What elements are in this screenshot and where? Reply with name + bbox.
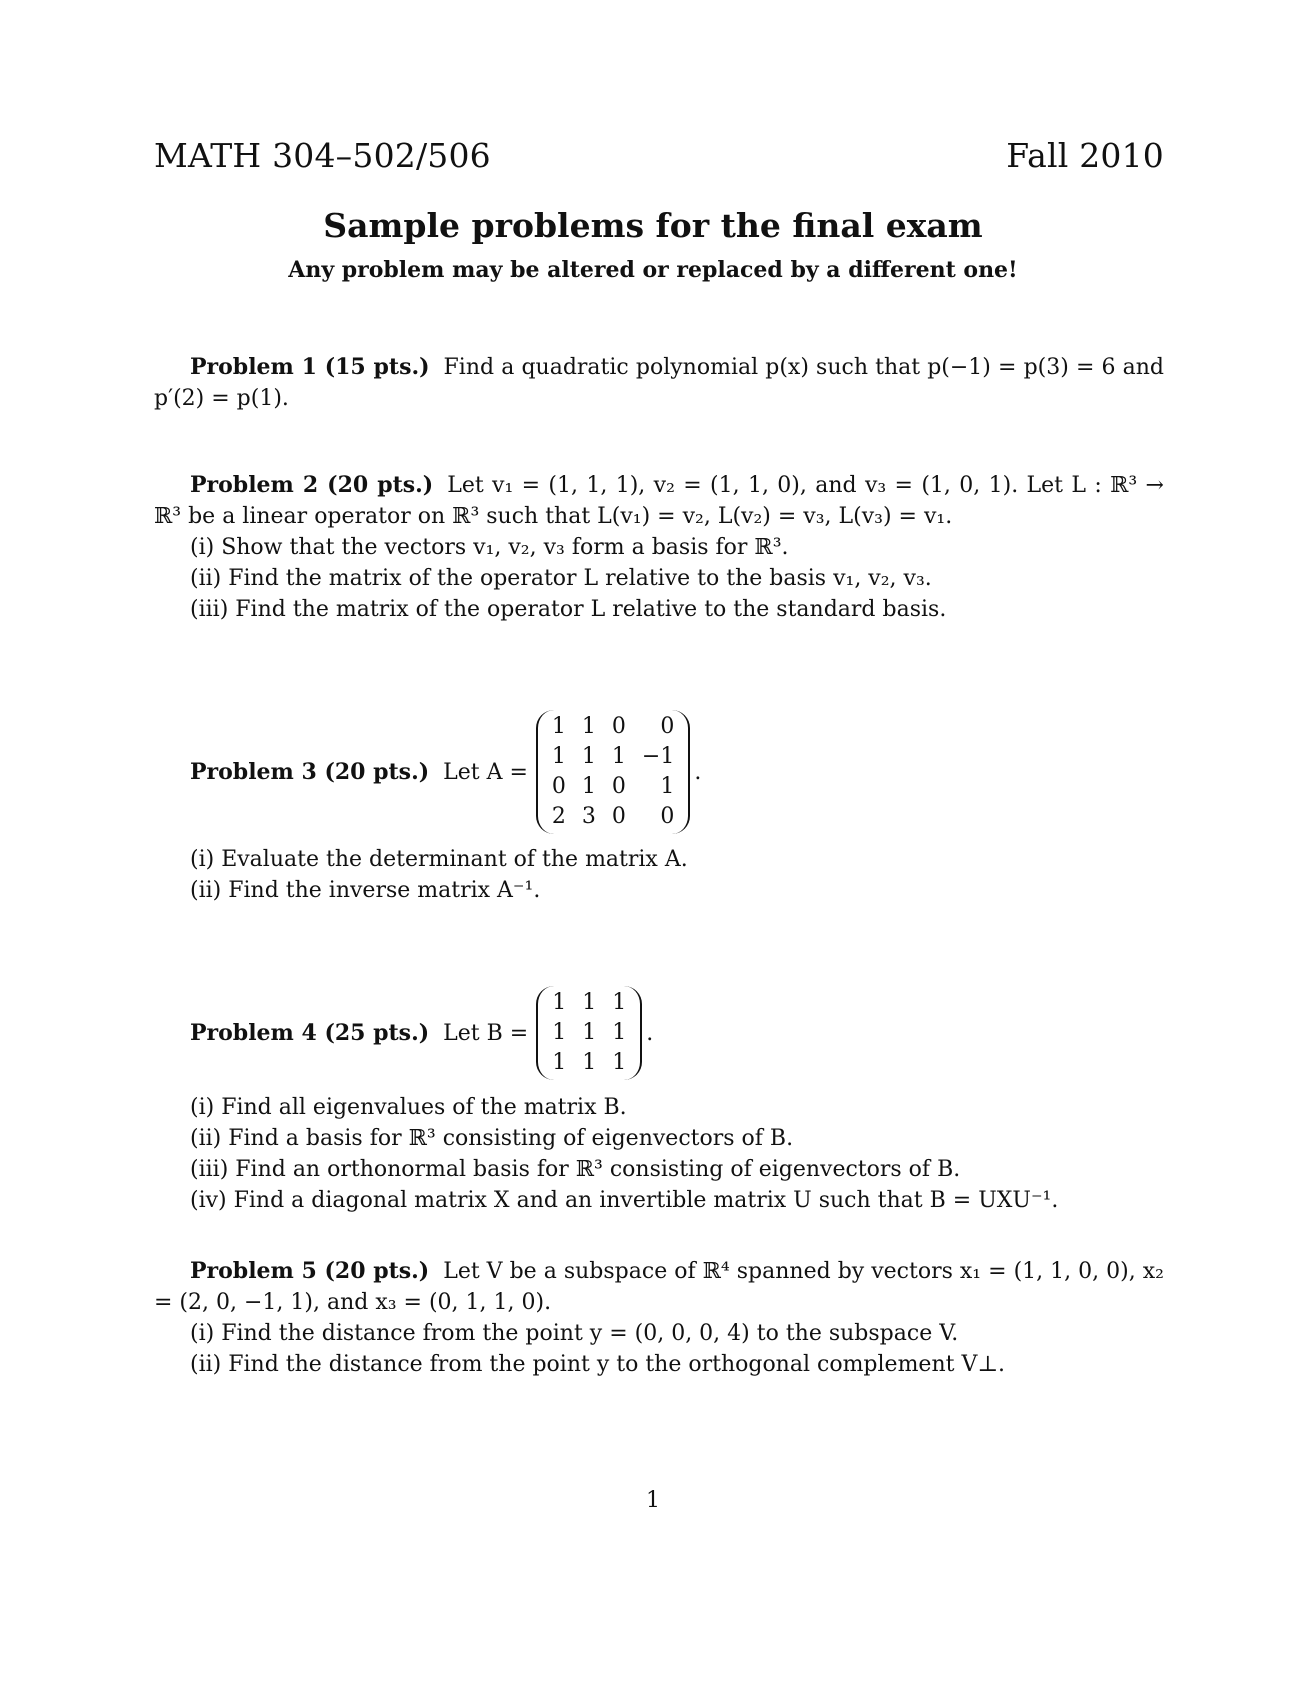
- problem-3-lead: Let A =: [443, 759, 528, 785]
- matrix-cell: 0: [611, 714, 626, 739]
- term: Fall 2010: [1006, 136, 1164, 175]
- matrix-cell: 1: [552, 1050, 567, 1075]
- problem-3-title: Problem 3 (20 pts.): [190, 758, 430, 785]
- matrix-cell: 1: [551, 744, 566, 769]
- problem-4: [154, 986, 1164, 1216]
- matrix-cell: 1: [612, 1050, 627, 1075]
- matrix-cell: 1: [582, 1050, 597, 1075]
- problem-1: [154, 352, 1164, 414]
- matrix-cell: 1: [612, 990, 627, 1015]
- matrix-b: [536, 986, 642, 1080]
- problem-5-text: Let V be a subspace of ℝ⁴ spanned by vectors x₁ = (1, 1, 0, 0), x₂ = (2, 0, −1, 1), and x₃ = (0, 1, 1, 0).: [154, 1259, 1164, 1315]
- problem-4-lead: Let B =: [443, 1020, 529, 1046]
- problem-3-trail: .: [694, 759, 702, 785]
- course-code: MATH 304–502/506: [154, 136, 491, 175]
- matrix-cell: 1: [552, 990, 567, 1015]
- problem-2-item-2: (ii) Find the matrix of the operator L relative to the basis v₁, v₂, v₃.: [190, 566, 932, 591]
- problem-2: [154, 470, 1164, 625]
- problem-5-title: Problem 5 (20 pts.): [190, 1258, 430, 1284]
- matrix-cell: 1: [552, 1020, 567, 1045]
- matrix-cell: 0: [551, 774, 566, 799]
- problem-1-text: Find a quadratic polynomial p(x) such that p(−1) = p(3) = 6 and p′(2) = p(1).: [154, 355, 1165, 411]
- matrix-cell: 2: [551, 804, 566, 829]
- problem-4-title: Problem 4 (25 pts.): [190, 1019, 430, 1046]
- matrix-cell: −1: [641, 744, 675, 769]
- matrix-cell: 1: [660, 774, 675, 799]
- matrix-cell: 1: [581, 714, 596, 739]
- problem-1-title: Problem 1 (15 pts.): [190, 354, 430, 380]
- problem-3-item-2: (ii) Find the inverse matrix A⁻¹.: [190, 878, 541, 903]
- problem-2-text: Let v₁ = (1, 1, 1), v₂ = (1, 1, 0), and v₃ = (1, 0, 1). Let L : ℝ³ → ℝ³ be a linear operator on ℝ³ such that L(v₁) = v₂, L(v₂) = v₃, L(v₃) = v₁.: [154, 473, 1164, 529]
- problem-2-title: Problem 2 (20 pts.): [190, 472, 434, 498]
- problem-4-trail: .: [646, 1020, 654, 1046]
- matrix-cell: 3: [581, 804, 596, 829]
- matrix-cell: 0: [611, 804, 626, 829]
- problem-2-item-1: (i) Show that the vectors v₁, v₂, v₃ form a basis for ℝ³.: [190, 535, 789, 560]
- page-number: 1: [646, 1488, 660, 1513]
- matrix-cell: 1: [581, 774, 596, 799]
- matrix-cell: 1: [611, 744, 626, 769]
- problem-4-item-4: (iv) Find a diagonal matrix X and an invertible matrix U such that B = UXU⁻¹.: [190, 1188, 1059, 1213]
- matrix-cell: 1: [612, 1020, 627, 1045]
- document-title: Sample problems for the final exam: [323, 206, 983, 245]
- problem-4-item-2: (ii) Find a basis for ℝ³ consisting of eigenvectors of B.: [190, 1126, 794, 1151]
- matrix-cell: 0: [660, 804, 675, 829]
- problem-5: [154, 1256, 1164, 1380]
- matrix-a: [536, 710, 690, 834]
- problem-2-item-3: (iii) Find the matrix of the operator L relative to the standard basis.: [190, 597, 947, 622]
- matrix-cell: 1: [581, 744, 596, 769]
- document-subtitle: Any problem may be altered or replaced by a different one!: [288, 257, 1018, 283]
- problem-3-item-1: (i) Evaluate the determinant of the matrix A.: [190, 847, 688, 872]
- problem-5-item-2: (ii) Find the distance from the point y to the orthogonal complement V⊥.: [190, 1352, 1006, 1377]
- problem-4-item-3: (iii) Find an orthonormal basis for ℝ³ consisting of eigenvectors of B.: [190, 1157, 961, 1182]
- problem-3: [154, 710, 1164, 906]
- matrix-cell: 0: [660, 714, 675, 739]
- matrix-cell: 1: [582, 990, 597, 1015]
- matrix-cell: 0: [611, 774, 626, 799]
- problem-4-item-1: (i) Find all eigenvalues of the matrix B.: [190, 1095, 627, 1120]
- problem-5-item-1: (i) Find the distance from the point y = (0, 0, 0, 4) to the subspace V.: [190, 1321, 959, 1346]
- matrix-cell: 1: [582, 1020, 597, 1045]
- matrix-cell: 1: [551, 714, 566, 739]
